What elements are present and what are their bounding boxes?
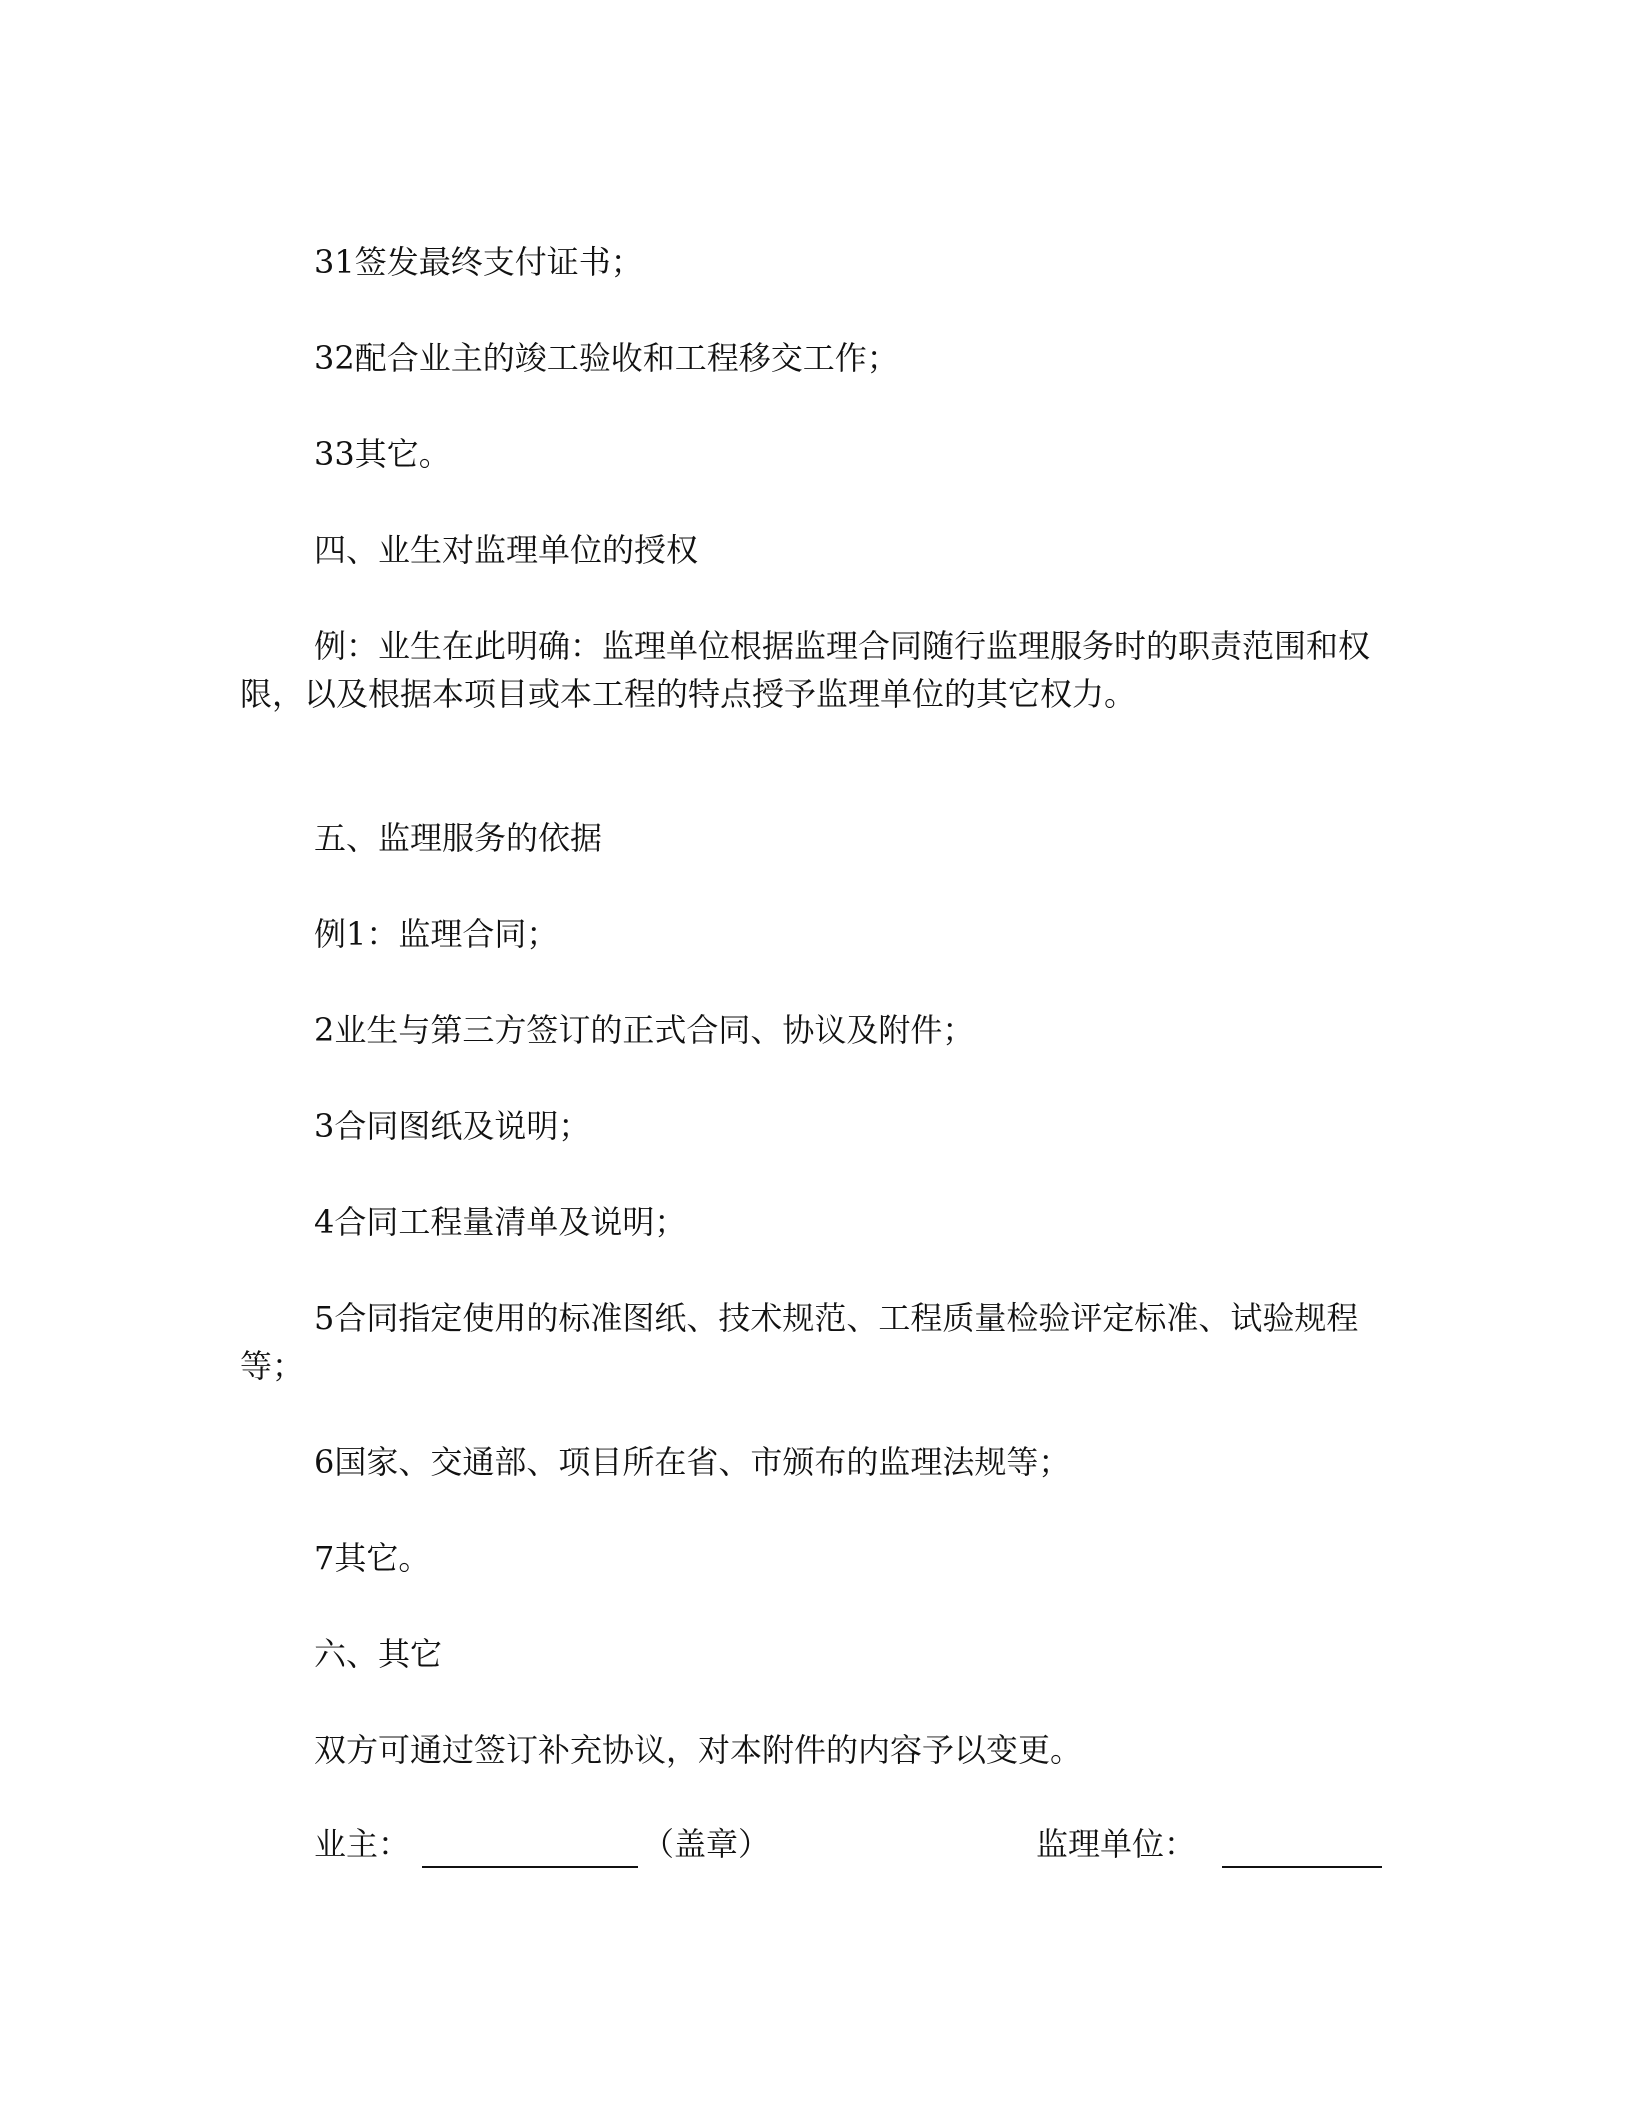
section-4-example: 例：业生在此明确：监理单位根据监理合同随行监理服务时的职责范围和权限，以及根据本项目或本工程的特点授予监理单位的其它权力。 xyxy=(240,627,1371,713)
item-33: 33其它。 xyxy=(314,435,451,473)
basis-item-2: 2业生与第三方签订的正式合同、协议及附件； xyxy=(314,1011,975,1049)
basis-item-1: 例1：监理合同； xyxy=(314,915,559,953)
signature-row xyxy=(314,1820,1384,1880)
item-32: 32配合业主的竣工验收和工程移交工作； xyxy=(314,339,899,377)
basis-item-7: 7其它。 xyxy=(314,1539,431,1577)
supervisor-label: 监理单位： xyxy=(1036,1825,1197,1863)
item-31: 31签发最终支付证书； xyxy=(314,243,643,281)
seal-label: （盖章） xyxy=(642,1825,771,1863)
basis-item-4: 4合同工程量清单及说明； xyxy=(314,1203,687,1241)
basis-item-3: 3合同图纸及说明； xyxy=(314,1107,591,1145)
owner-label: 业主： xyxy=(314,1825,411,1863)
section-heading-5: 五、监理服务的依据 xyxy=(314,819,603,857)
section-heading-4: 四、业生对监理单位的授权 xyxy=(314,531,699,569)
section-heading-6: 六、其它 xyxy=(314,1635,443,1673)
supervisor-signature-line xyxy=(1222,1866,1382,1868)
basis-item-5: 5合同指定使用的标准图纸、技术规范、工程质量检验评定标准、试验规程等； xyxy=(240,1299,1359,1385)
basis-item-6: 6国家、交通部、项目所在省、市颁布的监理法规等； xyxy=(314,1443,1071,1481)
section-6-text: 双方可通过签订补充协议，对本附件的内容予以变更。 xyxy=(314,1731,1083,1769)
owner-signature-line xyxy=(422,1866,638,1868)
